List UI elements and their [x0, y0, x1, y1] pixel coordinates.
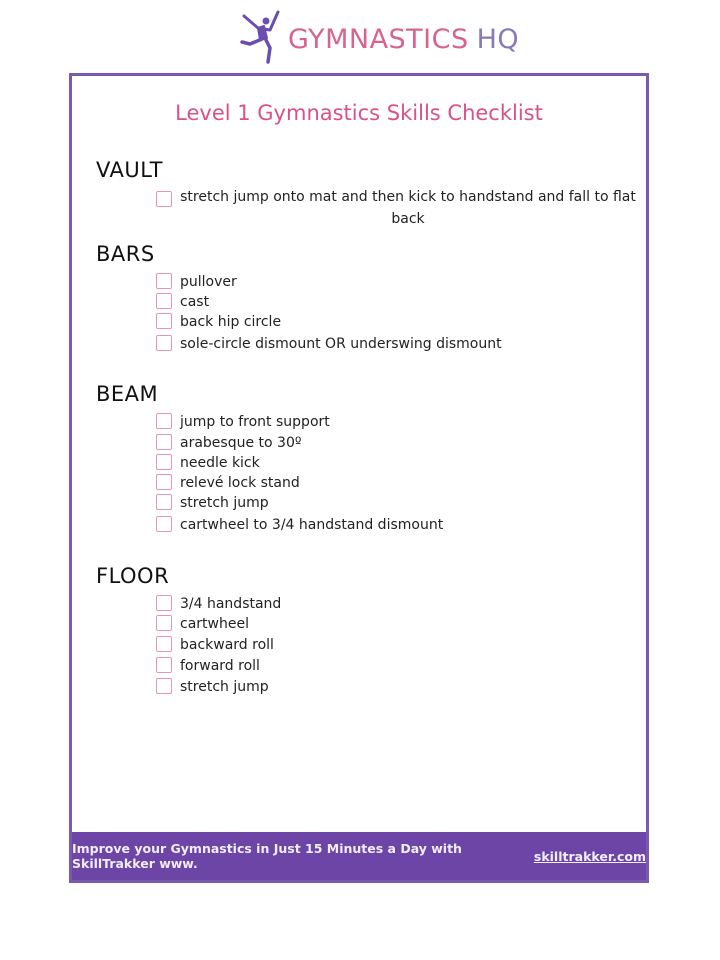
checkbox[interactable]: [156, 454, 172, 470]
gymnast-leaping-icon: [240, 8, 284, 64]
checkbox[interactable]: [156, 516, 172, 532]
checklist-sheet: [69, 73, 649, 883]
checkbox[interactable]: [156, 191, 172, 207]
checklist-item: [156, 656, 260, 676]
checkbox[interactable]: [156, 413, 172, 429]
section-heading-floor: FLOOR: [96, 564, 170, 588]
item-label: arabesque to 30º: [180, 435, 302, 451]
checkbox[interactable]: [156, 494, 172, 510]
item-label: cartwheel: [180, 616, 249, 632]
page-title: Level 1 Gymnastics Skills Checklist: [175, 101, 543, 125]
checkbox[interactable]: [156, 335, 172, 351]
section-heading-beam: BEAM: [96, 382, 159, 406]
checkbox[interactable]: [156, 273, 172, 289]
logo-brand-secondary: HQ: [476, 23, 520, 55]
checklist-item: [156, 412, 330, 432]
logo-brand-primary: GYMNASTICS: [288, 23, 469, 55]
item-label: back hip circle: [180, 314, 282, 330]
item-label: cast: [180, 294, 210, 310]
checklist-item: [156, 272, 237, 292]
checklist-item: [156, 433, 301, 453]
checkbox[interactable]: [156, 657, 172, 673]
checkbox[interactable]: [156, 474, 172, 490]
checkbox[interactable]: [156, 313, 172, 329]
section-heading-vault: VAULT: [96, 158, 163, 182]
checklist-item: [156, 635, 274, 655]
item-label: sole-circle dismount OR underswing dismount: [180, 336, 502, 352]
item-label: stretch jump: [180, 679, 269, 695]
item-label: stretch jump onto mat and then kick to handstand and fall to flat back: [180, 189, 636, 227]
item-label: forward roll: [180, 658, 260, 674]
checklist-item: [156, 677, 269, 697]
checkbox[interactable]: [156, 595, 172, 611]
checklist-item: [156, 190, 636, 230]
item-label: backward roll: [180, 637, 274, 653]
checklist-item: [156, 473, 300, 493]
footer-link[interactable]: skilltrakker.com: [533, 848, 646, 864]
checkbox[interactable]: [156, 293, 172, 309]
gymnastics-hq-logo: [240, 8, 519, 64]
checkbox[interactable]: [156, 434, 172, 450]
checklist-item: [156, 453, 260, 473]
item-label: cartwheel to 3/4 handstand dismount: [180, 517, 444, 533]
item-label: relevé lock stand: [180, 475, 300, 491]
checkbox[interactable]: [156, 636, 172, 652]
checkbox[interactable]: [156, 615, 172, 631]
checklist-item: [156, 493, 269, 513]
logo-wordmark: [288, 24, 519, 55]
promo-footer: [72, 832, 646, 880]
checklist-item: [156, 515, 443, 535]
item-label: stretch jump: [180, 495, 269, 511]
item-label: jump to front support: [180, 414, 330, 430]
item-label: needle kick: [180, 455, 260, 471]
checklist-item: [156, 334, 502, 354]
item-label: 3/4 handstand: [180, 596, 282, 612]
checkbox[interactable]: [156, 678, 172, 694]
item-label: pullover: [180, 274, 237, 290]
section-heading-bars: BARS: [96, 242, 155, 266]
footer-text: Improve your Gymnastics in Just 15 Minutes a Day with SkillTrakker www.: [72, 841, 462, 871]
checklist-item: [156, 292, 209, 312]
checklist-item: [156, 614, 249, 634]
checklist-item: [156, 594, 281, 614]
checklist-item: [156, 312, 281, 332]
